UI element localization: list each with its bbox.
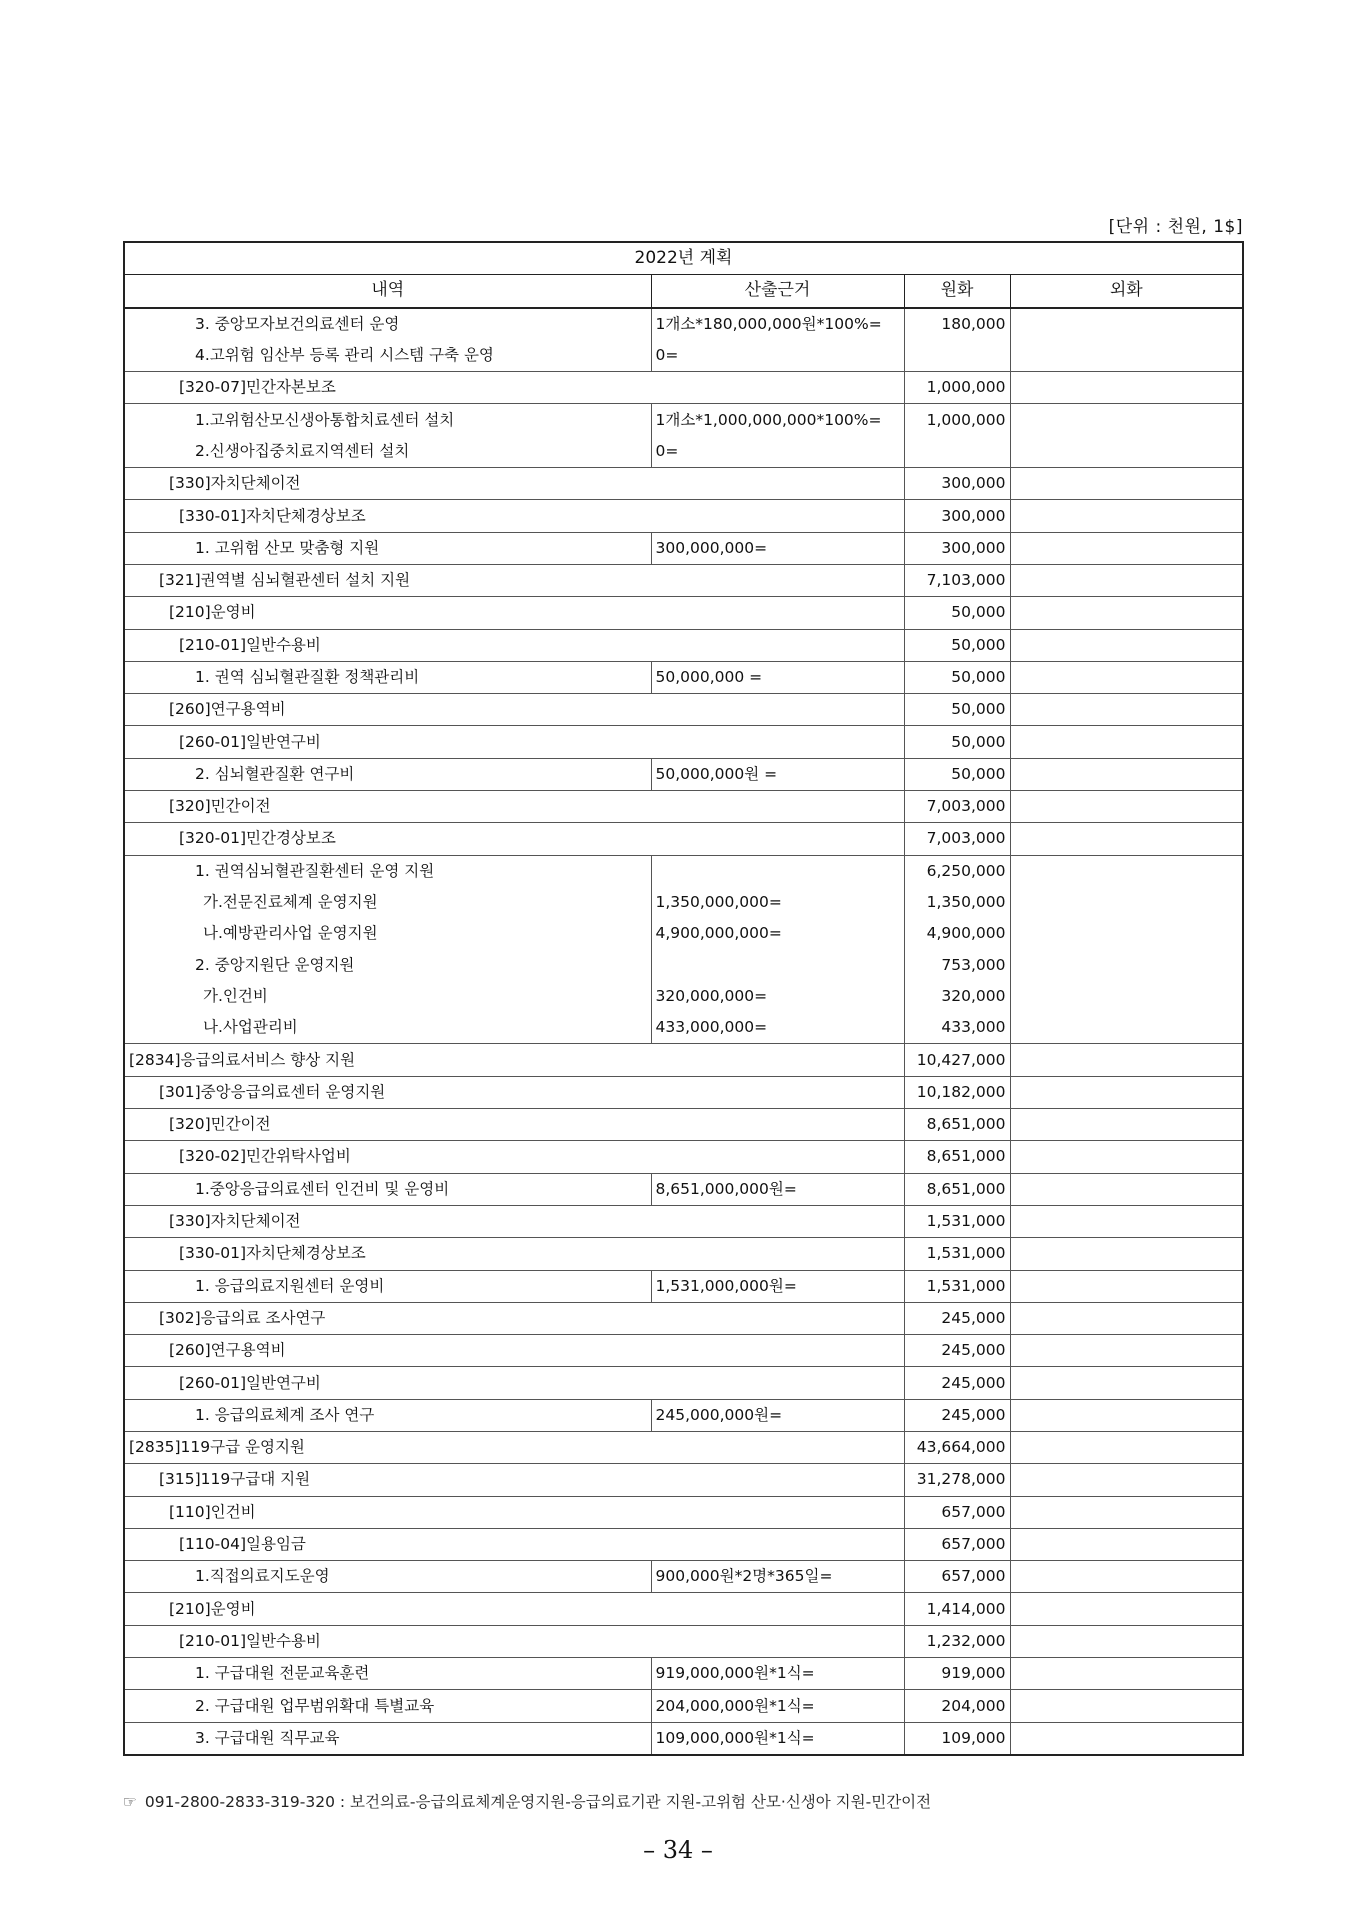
row-krw: 10,182,000 xyxy=(904,1076,1010,1108)
row-item: [210-01]일반수용비 xyxy=(124,1625,904,1657)
row-item: 1.중앙응급의료센터 인건비 및 운영비 xyxy=(124,1173,651,1205)
table-row xyxy=(124,661,1243,693)
row-krw: 8,651,000 xyxy=(904,1141,1010,1173)
row-fx xyxy=(1010,1367,1243,1399)
table-row xyxy=(124,436,1243,468)
table-row xyxy=(124,564,1243,596)
table-row xyxy=(124,1690,1243,1722)
row-item: 1. 응급의료지원센터 운영비 xyxy=(124,1270,651,1302)
row-basis: 300,000,000= xyxy=(651,532,904,564)
pointing-hand-icon: ☞ xyxy=(123,1793,137,1811)
table-row xyxy=(124,532,1243,564)
row-fx xyxy=(1010,1205,1243,1237)
table-row xyxy=(124,981,1243,1012)
col-header-item: 내역 xyxy=(124,275,651,308)
row-krw: 50,000 xyxy=(904,661,1010,693)
row-krw: 657,000 xyxy=(904,1496,1010,1528)
table-row xyxy=(124,1658,1243,1690)
row-krw: 43,664,000 xyxy=(904,1431,1010,1463)
row-fx xyxy=(1010,1528,1243,1560)
row-krw: 657,000 xyxy=(904,1561,1010,1593)
row-fx xyxy=(1010,404,1243,436)
row-fx xyxy=(1010,597,1243,629)
table-row xyxy=(124,1335,1243,1367)
row-basis: 919,000,000원*1식= xyxy=(651,1658,904,1690)
row-fx xyxy=(1010,1399,1243,1431)
table-title: 2022년 계획 xyxy=(124,242,1243,275)
table-row xyxy=(124,500,1243,532)
row-basis xyxy=(651,855,904,887)
row-fx xyxy=(1010,1173,1243,1205)
row-fx xyxy=(1010,981,1243,1012)
row-basis: 1,350,000,000= xyxy=(651,887,904,918)
table-row xyxy=(124,1722,1243,1755)
row-fx xyxy=(1010,758,1243,790)
table-row xyxy=(124,694,1243,726)
table-row xyxy=(124,1076,1243,1108)
table-row xyxy=(124,1464,1243,1496)
table-row xyxy=(124,1109,1243,1141)
row-item: [330]자치단체이전 xyxy=(124,1205,904,1237)
table-row xyxy=(124,1431,1243,1463)
row-krw: 50,000 xyxy=(904,726,1010,758)
row-fx xyxy=(1010,1464,1243,1496)
table-row xyxy=(124,1044,1243,1076)
row-item: [320-01]민간경상보조 xyxy=(124,823,904,855)
row-basis: 8,651,000,000원= xyxy=(651,1173,904,1205)
footnote-text: 091-2800-2833-319-320 : 보건의료-응급의료체계운영지원-응급의료기관 지원-고위험 산모·신생아 지원-민간이전 xyxy=(144,1793,932,1811)
row-item: [320-02]민간위탁사업비 xyxy=(124,1141,904,1173)
table-row xyxy=(124,726,1243,758)
row-item: 1. 응급의료체계 조사 연구 xyxy=(124,1399,651,1431)
table-row xyxy=(124,1593,1243,1625)
row-item: [110-04]일용임금 xyxy=(124,1528,904,1560)
row-fx xyxy=(1010,1109,1243,1141)
row-krw: 300,000 xyxy=(904,532,1010,564)
row-item: [315]119구급대 지원 xyxy=(124,1464,904,1496)
footnote xyxy=(123,1790,931,1812)
row-krw: 1,000,000 xyxy=(904,372,1010,404)
row-item: [260]연구용역비 xyxy=(124,1335,904,1367)
row-krw: 50,000 xyxy=(904,758,1010,790)
row-krw: 753,000 xyxy=(904,950,1010,981)
budget-table xyxy=(123,241,1244,1756)
row-item: [330-01]자치단체경상보조 xyxy=(124,1238,904,1270)
table-row xyxy=(124,758,1243,790)
row-basis: 1개소*1,000,000,000*100%= xyxy=(651,404,904,436)
row-fx xyxy=(1010,372,1243,404)
row-item: [260]연구용역비 xyxy=(124,694,904,726)
row-basis: 4,900,000,000= xyxy=(651,918,904,949)
row-basis: 50,000,000 = xyxy=(651,661,904,693)
row-item: 3. 중앙모자보건의료센터 운영 xyxy=(195,314,400,333)
page-number: – 34 – xyxy=(643,1836,713,1864)
table-row xyxy=(124,1205,1243,1237)
row-fx xyxy=(1010,500,1243,532)
row-fx xyxy=(1010,887,1243,918)
row-fx xyxy=(1010,1625,1243,1657)
table-row xyxy=(124,1399,1243,1431)
table-row xyxy=(124,823,1243,855)
row-fx xyxy=(1010,1690,1243,1722)
row-item: 1. 권역 심뇌혈관질환 정책관리비 xyxy=(124,661,651,693)
row-fx xyxy=(1010,1238,1243,1270)
row-krw: 4,900,000 xyxy=(904,918,1010,949)
row-fx xyxy=(1010,823,1243,855)
row-item: 1.직접의료지도운영 xyxy=(124,1561,651,1593)
table-row xyxy=(124,1625,1243,1657)
table-row xyxy=(124,1528,1243,1560)
row-basis: 50,000,000원 = xyxy=(651,758,904,790)
row-item: [2835]119구급 운영지원 xyxy=(124,1431,904,1463)
table-row xyxy=(124,468,1243,500)
row-fx xyxy=(1010,1496,1243,1528)
row-item: 나.예방관리사업 운영지원 xyxy=(203,924,378,943)
row-krw: 919,000 xyxy=(904,1658,1010,1690)
row-krw: 245,000 xyxy=(904,1399,1010,1431)
row-item: 3. 구급대원 직무교육 xyxy=(124,1722,651,1755)
table-row xyxy=(124,1367,1243,1399)
row-fx xyxy=(1010,629,1243,661)
table-row xyxy=(124,1238,1243,1270)
row-item: 2.신생아집중치료지역센터 설치 xyxy=(195,441,410,460)
row-fx xyxy=(1010,950,1243,981)
row-krw: 433,000 xyxy=(904,1012,1010,1044)
row-basis: 109,000,000원*1식= xyxy=(651,1722,904,1755)
row-fx xyxy=(1010,694,1243,726)
row-fx xyxy=(1010,1593,1243,1625)
col-header-basis: 산출근거 xyxy=(651,275,904,308)
row-fx xyxy=(1010,791,1243,823)
table-row xyxy=(124,340,1243,372)
row-krw: 300,000 xyxy=(904,500,1010,532)
row-item: [320]민간이전 xyxy=(124,1109,904,1141)
row-item: 2. 심뇌혈관질환 연구비 xyxy=(124,758,651,790)
table-row xyxy=(124,629,1243,661)
row-fx xyxy=(1010,532,1243,564)
row-fx xyxy=(1010,1431,1243,1463)
row-krw: 245,000 xyxy=(904,1367,1010,1399)
table-row xyxy=(124,855,1243,887)
row-fx xyxy=(1010,918,1243,949)
row-krw: 245,000 xyxy=(904,1302,1010,1334)
row-krw: 8,651,000 xyxy=(904,1109,1010,1141)
row-krw: 1,232,000 xyxy=(904,1625,1010,1657)
unit-label: [단위 : 천원, 1$] xyxy=(1108,217,1243,237)
row-item: [320]민간이전 xyxy=(124,791,904,823)
table-row xyxy=(124,372,1243,404)
row-krw: 1,000,000 xyxy=(904,404,1010,436)
row-item: 1. 권역심뇌혈관질환센터 운영 지원 xyxy=(124,855,651,887)
col-header-fx: 외화 xyxy=(1010,275,1243,308)
row-basis xyxy=(651,950,904,981)
row-krw: 245,000 xyxy=(904,1335,1010,1367)
table-row xyxy=(124,597,1243,629)
table-row xyxy=(124,308,1243,340)
row-fx xyxy=(1010,855,1243,887)
row-krw: 50,000 xyxy=(904,597,1010,629)
table-row xyxy=(124,1141,1243,1173)
row-krw: 300,000 xyxy=(904,468,1010,500)
row-item: 1.고위험산모신생아통합치료센터 설치 xyxy=(124,404,651,436)
table-row xyxy=(124,1012,1243,1044)
row-item: [210]운영비 xyxy=(124,1593,904,1625)
row-fx xyxy=(1010,1561,1243,1593)
row-fx xyxy=(1010,436,1243,468)
row-krw: 1,350,000 xyxy=(904,887,1010,918)
row-fx xyxy=(1010,1270,1243,1302)
row-krw: 50,000 xyxy=(904,694,1010,726)
row-item: 나.사업관리비 xyxy=(203,1018,298,1037)
row-krw xyxy=(904,340,1010,372)
row-basis: 1개소*180,000,000원*100%= xyxy=(651,308,904,340)
row-item: 2. 구급대원 업무범위확대 특별교육 xyxy=(124,1690,651,1722)
row-item: [320-07]민간자본보조 xyxy=(124,372,904,404)
row-item: [2834]응급의료서비스 향상 지원 xyxy=(124,1044,904,1076)
table-row xyxy=(124,918,1243,949)
row-krw xyxy=(904,436,1010,468)
row-fx xyxy=(1010,1012,1243,1044)
row-krw: 1,531,000 xyxy=(904,1205,1010,1237)
row-krw: 657,000 xyxy=(904,1528,1010,1560)
row-krw: 204,000 xyxy=(904,1690,1010,1722)
row-fx xyxy=(1010,1658,1243,1690)
row-item: 2. 중앙지원단 운영지원 xyxy=(195,955,355,974)
row-basis: 0= xyxy=(651,340,904,372)
row-krw: 50,000 xyxy=(904,629,1010,661)
row-item: 4.고위험 임산부 등록 관리 시스템 구축 운영 xyxy=(195,346,494,365)
row-fx xyxy=(1010,726,1243,758)
table-row xyxy=(124,1302,1243,1334)
row-krw: 180,000 xyxy=(904,308,1010,340)
table-body xyxy=(124,308,1243,1755)
row-fx xyxy=(1010,1044,1243,1076)
table-row xyxy=(124,950,1243,981)
row-fx xyxy=(1010,1076,1243,1108)
row-basis: 320,000,000= xyxy=(651,981,904,1012)
row-item: [330-01]자치단체경상보조 xyxy=(124,500,904,532)
row-basis: 0= xyxy=(651,436,904,468)
row-fx xyxy=(1010,1302,1243,1334)
row-fx xyxy=(1010,564,1243,596)
row-item: 1. 고위험 산모 맞춤형 지원 xyxy=(124,532,651,564)
table-row xyxy=(124,1270,1243,1302)
row-basis: 433,000,000= xyxy=(651,1012,904,1044)
row-fx xyxy=(1010,1141,1243,1173)
row-fx xyxy=(1010,1722,1243,1755)
row-fx xyxy=(1010,1335,1243,1367)
row-item: [301]중앙응급의료센터 운영지원 xyxy=(124,1076,904,1108)
row-item: [210]운영비 xyxy=(124,597,904,629)
row-krw: 109,000 xyxy=(904,1722,1010,1755)
row-krw: 7,003,000 xyxy=(904,823,1010,855)
row-item: [110]인건비 xyxy=(124,1496,904,1528)
row-item: [260-01]일반연구비 xyxy=(124,1367,904,1399)
table-row xyxy=(124,791,1243,823)
row-basis: 900,000원*2명*365일= xyxy=(651,1561,904,1593)
row-item: [330]자치단체이전 xyxy=(124,468,904,500)
col-header-krw: 원화 xyxy=(904,275,1010,308)
row-item: [302]응급의료 조사연구 xyxy=(124,1302,904,1334)
row-item: [260-01]일반연구비 xyxy=(124,726,904,758)
row-fx xyxy=(1010,340,1243,372)
table-row xyxy=(124,1561,1243,1593)
row-krw: 1,414,000 xyxy=(904,1593,1010,1625)
row-basis: 1,531,000,000원= xyxy=(651,1270,904,1302)
row-krw: 1,531,000 xyxy=(904,1238,1010,1270)
row-item: 가.인건비 xyxy=(203,986,268,1005)
table-row xyxy=(124,887,1243,918)
row-fx xyxy=(1010,308,1243,340)
row-item: [210-01]일반수용비 xyxy=(124,629,904,661)
row-krw: 6,250,000 xyxy=(904,855,1010,887)
table-row xyxy=(124,404,1243,436)
row-item: [321]권역별 심뇌혈관센터 설치 지원 xyxy=(124,564,904,596)
row-krw: 7,103,000 xyxy=(904,564,1010,596)
row-krw: 10,427,000 xyxy=(904,1044,1010,1076)
row-basis: 245,000,000원= xyxy=(651,1399,904,1431)
row-fx xyxy=(1010,661,1243,693)
row-fx xyxy=(1010,468,1243,500)
row-krw: 7,003,000 xyxy=(904,791,1010,823)
row-krw: 1,531,000 xyxy=(904,1270,1010,1302)
row-krw: 8,651,000 xyxy=(904,1173,1010,1205)
table-row xyxy=(124,1496,1243,1528)
table-row xyxy=(124,1173,1243,1205)
row-krw: 31,278,000 xyxy=(904,1464,1010,1496)
row-krw: 320,000 xyxy=(904,981,1010,1012)
row-item: 가.전문진료체계 운영지원 xyxy=(203,893,378,912)
row-basis: 204,000,000원*1식= xyxy=(651,1690,904,1722)
row-item: 1. 구급대원 전문교육훈련 xyxy=(124,1658,651,1690)
